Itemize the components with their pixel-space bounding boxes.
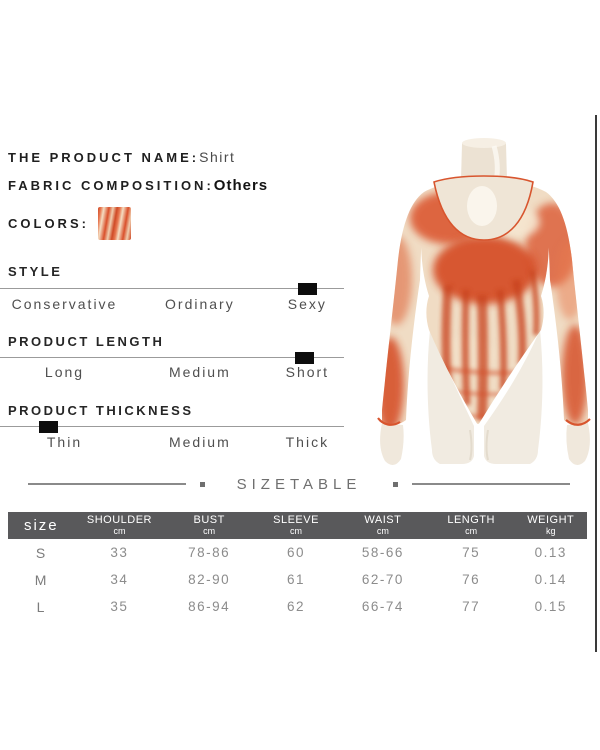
style-slider-marker: [298, 283, 317, 295]
colors-label: COLORS:: [8, 216, 89, 231]
table-row-m: M 34 82-90 61 62-70 76 0.14: [34, 571, 567, 588]
fabric-line: [8, 177, 268, 195]
size-table: [8, 512, 587, 620]
product-photo-bodysuit: [370, 130, 600, 470]
style-slider-line: [0, 288, 344, 289]
thickness-attribute: [8, 403, 352, 418]
heading-rule-right: [412, 483, 570, 485]
tie-dye-color-swatch: [98, 207, 131, 240]
length-slider: [0, 352, 344, 364]
thickness-option-thin: Thin: [46, 434, 83, 450]
heading-square-left: [200, 482, 205, 487]
col-bust: BUST cm: [193, 514, 225, 536]
length-option-long: Long: [44, 364, 85, 380]
length-slider-marker: [295, 352, 314, 364]
style-option-ordinary: Ordinary: [165, 296, 235, 312]
length-option-medium: Medium: [168, 364, 231, 380]
col-sleeve: SLEEVE cm: [273, 514, 319, 536]
length-option-short: Short: [285, 364, 330, 380]
colors-line: [8, 207, 131, 240]
table-row-s: S 33 78-86 60 58-66 75 0.13: [35, 544, 567, 561]
sizetable-heading: [28, 476, 570, 492]
thickness-options: [0, 434, 344, 450]
col-size: size: [23, 517, 59, 534]
style-option-sexy: Sexy: [287, 296, 327, 312]
heading-rule-left: [28, 483, 186, 485]
sizetable-title: SIZETABLE: [236, 475, 362, 493]
fabric-value: Others: [213, 177, 269, 194]
size-table-body: [8, 539, 587, 620]
table-row-l: L 35 86-94 62 66-74 77 0.15: [36, 598, 567, 615]
fabric-label: FABRIC COMPOSITION:: [8, 178, 214, 193]
photo-border-line: [595, 115, 597, 652]
length-options: [0, 364, 344, 380]
col-shoulder: SHOULDER cm: [86, 514, 152, 536]
thickness-slider-marker: [39, 421, 58, 433]
style-option-conservative: Conservative: [11, 296, 118, 312]
length-title: PRODUCT LENGTH: [8, 334, 165, 349]
size-table-header: [8, 512, 587, 539]
product-name-line: [8, 149, 235, 167]
thickness-title: PRODUCT THICKNESS: [8, 403, 194, 418]
length-slider-line: [0, 357, 344, 358]
heading-square-right: [393, 482, 398, 487]
thickness-slider: [0, 421, 344, 433]
style-slider: [0, 283, 344, 295]
thickness-option-thick: Thick: [285, 434, 330, 450]
length-attribute: [8, 334, 352, 349]
style-options: [0, 296, 344, 312]
style-attribute: [8, 264, 352, 279]
thickness-option-medium: Medium: [168, 434, 231, 450]
col-length: LENGTH cm: [447, 514, 495, 536]
col-weight: WEIGHT kg: [527, 514, 575, 536]
style-title: STYLE: [8, 264, 63, 279]
product-name-label: THE PRODUCT NAME:: [8, 150, 200, 165]
product-name-value: Shirt: [199, 149, 236, 165]
col-waist: WAIST cm: [364, 514, 402, 536]
